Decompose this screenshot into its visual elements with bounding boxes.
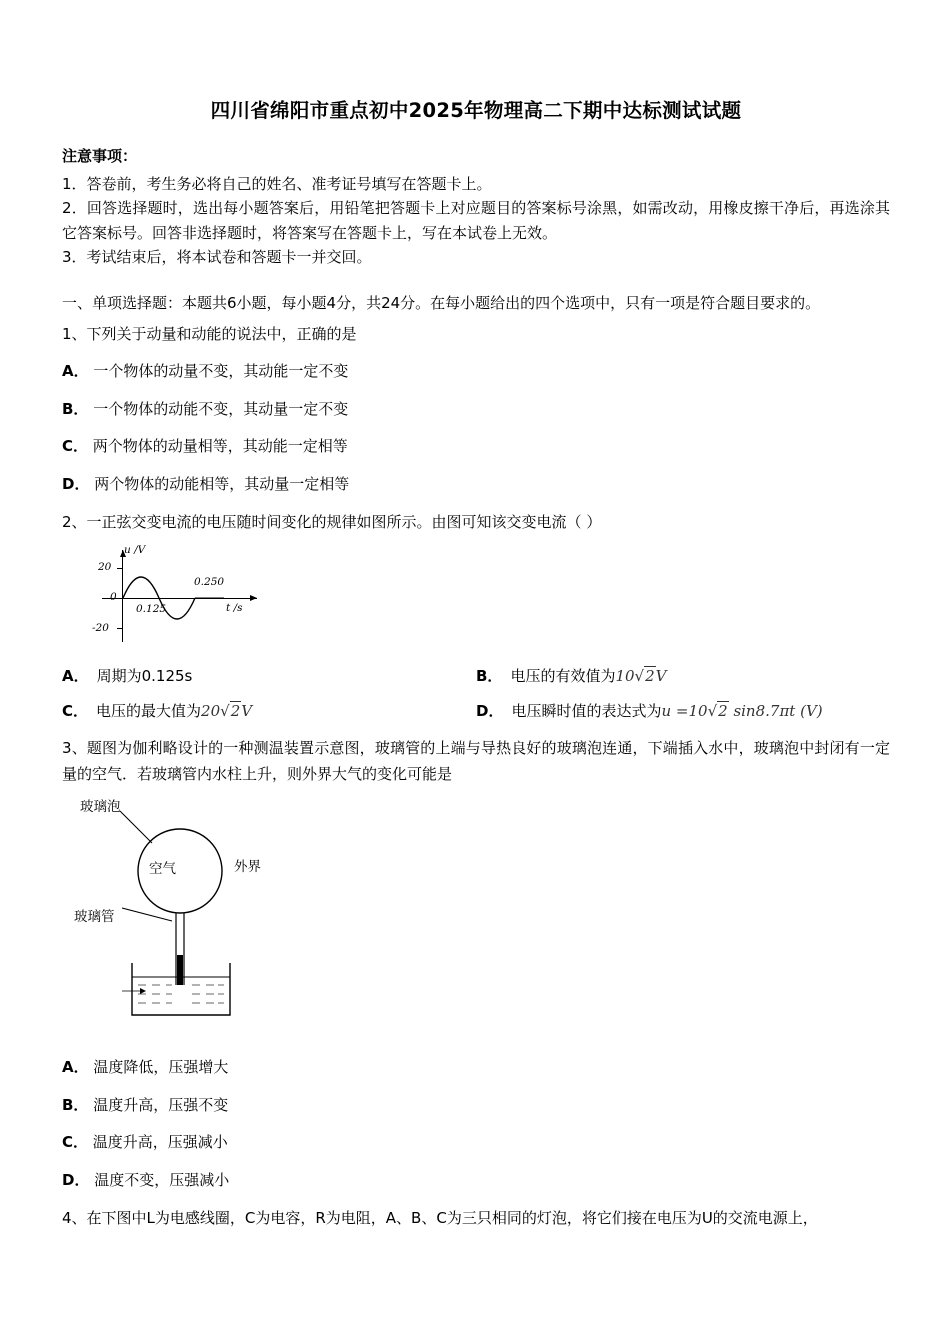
x-tick-0125: 0.125: [136, 602, 167, 615]
axis-label-u: u /V: [124, 543, 146, 556]
x-tick-0250: 0.250: [194, 575, 225, 588]
question-4-stem: 4、在下图中L为电感线圈，C为电容，R为电阻，A、B、C为三只相同的灯泡，将它们接在电压为U的交流电源上，: [62, 1209, 818, 1228]
question-1-option-a: [62, 359, 890, 385]
apparatus-drawing: [72, 795, 492, 1043]
option-text: 电压瞬时值的表达式为: [511, 701, 662, 720]
y-tick-20: 20: [98, 560, 112, 573]
question-3-option-b: [62, 1093, 890, 1119]
option-text: 温度升高，压强不变: [93, 1095, 229, 1114]
question-1-stem: 1、下列关于动量和动能的说法中，正确的是: [62, 325, 357, 344]
option-text: 温度降低，压强增大: [93, 1058, 229, 1077]
option-label: B．: [476, 666, 503, 685]
page-title: 四川省绵阳市重点初中2025年物理高二下期中达标测试试题: [210, 99, 742, 122]
option-b-formula: 10√2V: [615, 666, 667, 685]
option-text: 温度升高，压强减小: [92, 1133, 228, 1152]
y-tick-minus20: -20: [92, 621, 109, 634]
galileo-thermometer-diagram: [72, 795, 492, 1043]
axis-label-t: t /s: [226, 601, 243, 614]
notice-line-3: 3．考试结束后，将本试卷和答题卡一并交回。: [62, 247, 372, 266]
option-text: 两个物体的动能相等，其动量一定相等: [94, 474, 350, 493]
option-text: 周期为0.125s: [96, 666, 193, 685]
question-1-option-b: [62, 397, 890, 423]
sine-curve: [84, 543, 264, 651]
question-3-option-a: [62, 1055, 890, 1081]
option-text: 两个物体的动量相等，其动能一定相等: [92, 437, 348, 456]
notice-heading: 注意事项：: [62, 147, 138, 165]
question-3-option-c: [62, 1130, 890, 1156]
option-text: 电压的最大值为: [96, 701, 202, 720]
option-text: 一个物体的动能不变，其动量一定不变: [93, 399, 349, 418]
question-2-options-row-1: [62, 665, 890, 686]
option-label: D．: [62, 474, 90, 493]
option-text: 一个物体的动量不变，其动能一定不变: [93, 362, 349, 381]
question-1-option-c: [62, 434, 890, 460]
option-text: 温度不变，压强减小: [94, 1170, 230, 1189]
option-label: D．: [476, 701, 504, 720]
option-label: D．: [62, 1170, 90, 1189]
notice-line-1: 1．答卷前，考生务必将自己的姓名、准考证号填写在答题卡上。: [62, 175, 492, 193]
label-glass-tube: 玻璃管: [74, 909, 115, 926]
question-3-stem: 3、题图为伽利略设计的一种测温装置示意图，玻璃管的上端与导热良好的玻璃泡连通，下端插入水中，玻璃泡中封闭有一定量的空气．若玻璃管内水柱上升，则外界大气的变化可能是: [62, 738, 890, 783]
label-glass-bulb: 玻璃泡: [80, 799, 121, 816]
option-label: C．: [62, 701, 89, 720]
notice-line-2: 2．回答选择题时，选出每小题答案后，用铅笔把答题卡上对应题目的答案标号涂黑，如需改动，用橡皮擦干净后，再选涂其它答案标号。回答非选择题时，将答案写在答题卡上，写在本试卷上无效。: [62, 199, 890, 242]
option-label: B．: [62, 399, 89, 418]
y-tick-0: 0: [110, 590, 117, 603]
option-c-formula: 20√2V: [201, 701, 253, 720]
option-label: B．: [62, 1095, 89, 1114]
question-3-option-d: [62, 1168, 890, 1194]
option-label: C．: [62, 1133, 89, 1152]
question-2-options-row-2: [62, 700, 890, 721]
section-one-heading: 一、单项选择题：本题共6小题，每小题4分，共24分。在每小题给出的四个选项中，只有一项是符合题目要求的。: [62, 294, 821, 313]
option-label: A．: [62, 1058, 89, 1077]
question-2-option-c: [62, 700, 476, 721]
question-2-option-d: [476, 700, 890, 721]
question-2-option-a: [62, 665, 476, 686]
question-1-option-d: [62, 472, 890, 498]
option-text: 电压的有效值为: [510, 666, 616, 685]
option-d-formula: u =10√2 sin8.7πt (V): [661, 701, 823, 720]
sine-voltage-graph: [84, 543, 264, 651]
label-air: 空气: [149, 861, 176, 878]
option-label: A．: [62, 666, 89, 685]
question-2-stem: 2、一正弦交变电流的电压随时间变化的规律如图所示。由图可知该交变电流（ ）: [62, 513, 602, 532]
option-label: C．: [62, 437, 89, 456]
label-outside: 外界: [234, 859, 261, 876]
option-label: A．: [62, 362, 89, 381]
question-2-option-b: [476, 665, 890, 686]
